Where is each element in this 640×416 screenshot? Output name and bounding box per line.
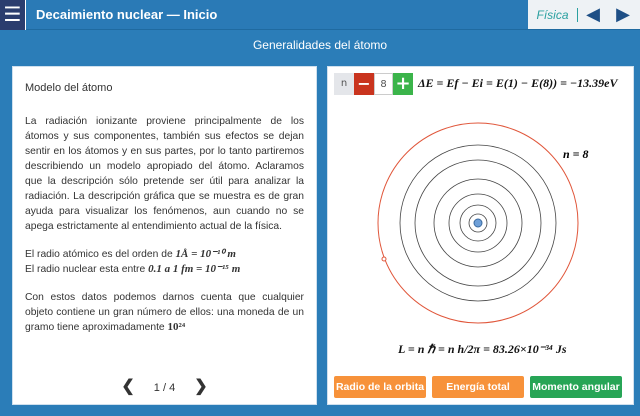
nuclear-radius-text: El radio nuclear esta entre — [25, 264, 149, 275]
n-label: n — [334, 73, 354, 95]
atomic-radius-text: El radio atómico es del orden de — [25, 249, 176, 260]
energy-equation: ΔE = Ef − Ei = E(1) − E(8)) = −13.39eV — [418, 76, 618, 90]
nucleus — [474, 219, 482, 227]
section-title: Generalidades del átomo — [252, 38, 388, 52]
subject-link[interactable]: Física — [528, 8, 578, 22]
electron — [382, 257, 386, 261]
radius-paragraph — [25, 247, 304, 277]
intro-paragraph: La radiación ionizante proviene principalmente de los átomos y sus componentes, también sus efectos se dejan sentir en los átomos y en sus partes, por lo tanto partiremos describiendo un modelo apropiado del átomo. Aclaramos que la descripción sólo pretende ser útil para analizar la radiación. La descripción gráfica que se muestra es de gran ayuda para visualizar los fenómenos, aun cuando no se apega estrictamente al entendimiento actual de la física. — [25, 116, 304, 232]
orbit-label: n = 8 — [563, 147, 589, 161]
decrement-button[interactable]: − — [354, 73, 374, 95]
coin-paragraph — [25, 290, 304, 335]
atomic-radius-math: 1Å = 10⁻¹⁰ m — [175, 248, 236, 260]
prev-page-button[interactable]: ❮ — [121, 378, 135, 395]
text-panel — [12, 66, 317, 405]
simulation-panel — [327, 66, 634, 405]
atom-diagram — [328, 67, 635, 367]
total-energy-button[interactable]: Energía total — [432, 376, 524, 398]
button-row — [334, 376, 622, 398]
nav-box — [528, 0, 640, 29]
coin-text: Con estos datos podemos darnos cuenta que cualquier objeto contiene un gran número de ellos: una moneda de un gramo tiene aproximadamente — [25, 292, 304, 333]
coin-math: 10²⁴ — [167, 321, 186, 333]
n-stepper — [334, 73, 413, 95]
app-title: Decaimiento nuclear — Inicio — [36, 7, 218, 22]
panel-heading: Modelo del átomo — [25, 82, 113, 94]
top-bar — [0, 0, 640, 30]
page-indicator: 1 / 4 — [153, 382, 176, 394]
next-arrow-icon[interactable]: ▶ — [616, 4, 630, 25]
pager — [13, 379, 316, 396]
momentum-equation: L = n ℏ = n h/2π = 83.26×10⁻³⁴ Js — [398, 342, 567, 356]
menu-button[interactable]: ☰ — [0, 0, 26, 30]
next-page-button[interactable]: ❯ — [194, 378, 208, 395]
nuclear-radius-math: 0.1 a 1 fm = 10⁻¹⁵ m — [148, 263, 241, 275]
prev-arrow-icon[interactable]: ◀ — [586, 4, 600, 25]
orbit-radius-button[interactable]: Radio de la orbita — [334, 376, 426, 398]
increment-button[interactable]: + — [393, 73, 413, 95]
angular-momentum-button[interactable]: Momento angular — [530, 376, 622, 398]
n-value-input[interactable]: 8 — [374, 73, 393, 95]
